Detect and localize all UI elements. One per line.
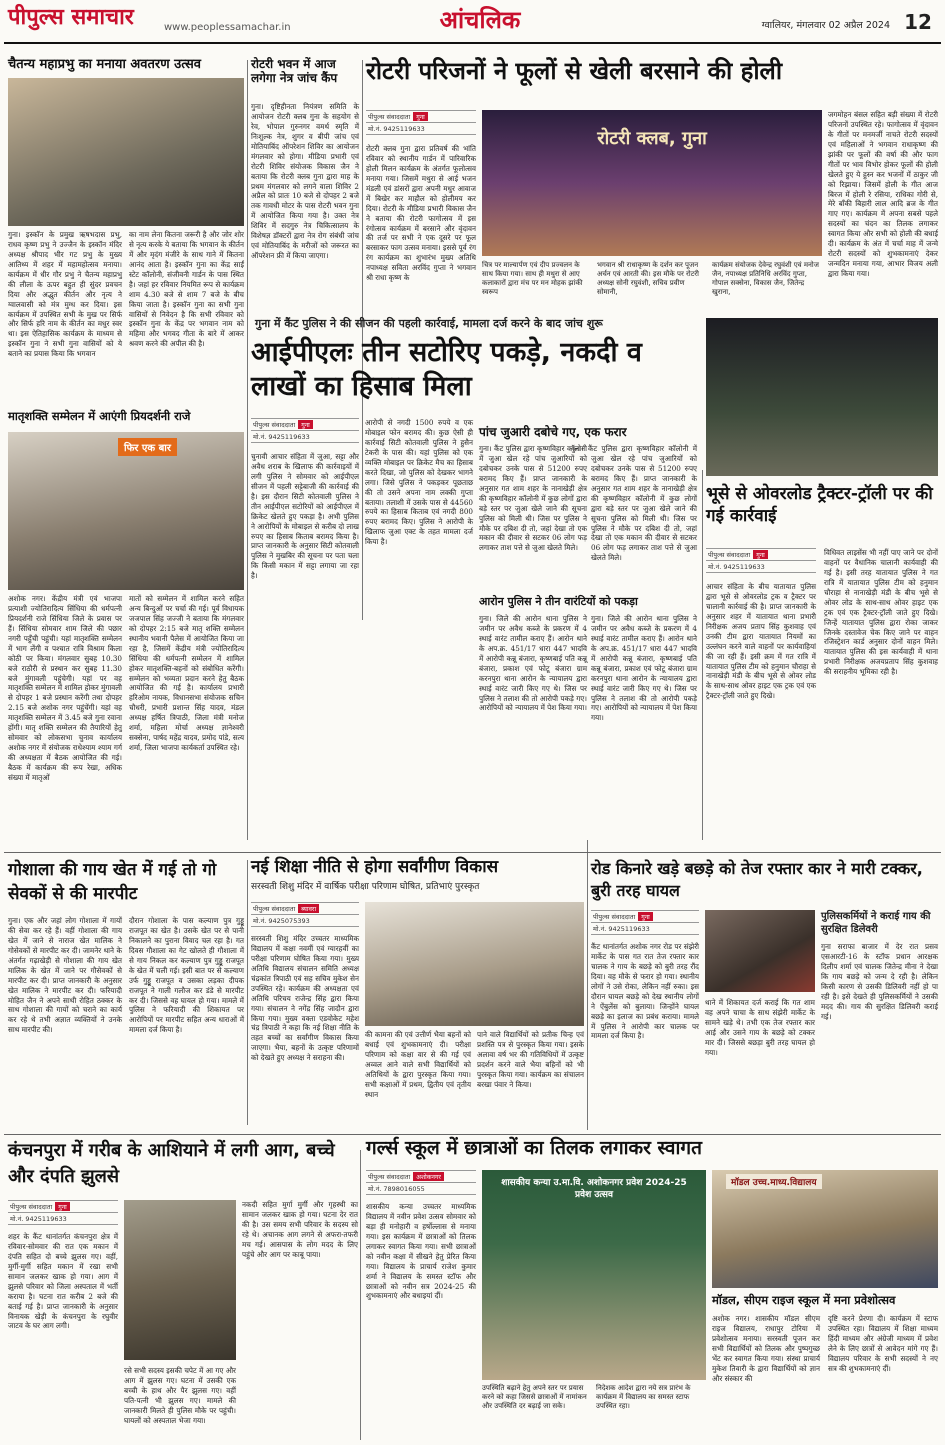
byline-block (706, 548, 816, 573)
article-body: गुना। जिले की आरोन थाना पुलिस ने जमीन पर अवैध कब्जे के प्रकरण में 4 स्थाई वारंट तामील कराए हैं। आरोन थाने के अप.क्र. 451/17 धारा 447 भादवि में आरोपी कन्नू बंजारा, कृष्णबाई पति कन्नू बंजारा, प्रकाश एवं फोटू बंजारा ग्राम करनपुरा थाना आरोन के न्यायालय द्वारा स्थाई वारंट जारी किए गए थे। जिस पर पुलिस ने तलाश की तो आरोपी पकड़े गए। आरोपियों को न्यायालय में पेश किया गया। (479, 614, 587, 713)
headline: भूसे से ओवरलोड ट्रैक्टर-ट्रॉली पर की गई कार्रवाई (706, 484, 933, 526)
byline (8, 1200, 118, 1213)
photo-banner-text: फिर एक बार (118, 438, 177, 456)
headline: मॉडल, सीएम राइज स्कूल में मना प्रवेशोत्सव (712, 1293, 896, 1307)
masthead-divider (4, 42, 941, 44)
article-body: नकदी सहित मुर्गा मुर्गी और गृहस्थी का सामान जलकर खाक हो गया। घटना देर रात की है। उस समय सभी परिवार के सदस्य सो रहे थे। अचानक आग लगने से अफरा-तफरी मच गई। आसपास के लोग मदद के लिए पहुंचे और आग पर काबू पाया। (242, 1200, 358, 1259)
byline-block (591, 910, 699, 935)
byline-mobile: मो.नं. 9425075393 (251, 915, 359, 927)
column-rule (247, 860, 248, 1125)
byline-block (366, 1170, 476, 1195)
story-fire (8, 1138, 358, 1438)
sub-headline: आरोन पुलिस ने तीन वारंटियों को पकड़ा (479, 595, 638, 608)
photo-banner-text: शासकीय कन्या उ.मा.वि. अशोकनगर प्रवेश 2024-25 प्रवेश उत्सव (501, 1178, 687, 1200)
story-photo (482, 110, 822, 256)
logo[interactable] (8, 4, 158, 38)
headline: रोटरी परिजनों ने फूलों से खेली बरसाने की होली (366, 57, 783, 85)
byline-place: गुना (638, 912, 653, 921)
headline: कंचनपुरा में गरीब के आशियाने में लगी आग, बच्चे और दंपति झुलसे (8, 1140, 335, 1187)
story-priyadarshini (8, 410, 244, 850)
byline-mobile: मो.नं. 7898016055 (366, 1183, 476, 1195)
byline-block (251, 902, 359, 927)
story-photo (706, 318, 938, 476)
article-body: आरोपी से नगदी 1500 रुपये व एक मोबाइल फोन बरामद की। कुछ ऐसी ही कार्रवाई सिटी कोतवाली पुलिस ने हुसैन टेकरी के पास की। यहां पुलिस को एक व्यक्ति मोबाइल पर क्रिकेट मैच का हिसाब करते दिखा, जो पुलिस को देखकर भागने लगा। जिसे पुलिस ने पकड़कर पूछताछ की तो उसने अपना नाम लक्की गुप्ता बताया। तलाशी में उसके पास से 44560 रुपये का हिसाब किताब एवं नगदी 800 रुपए बरामद किए। पुलिस ने आरोपी के खिलाफ जुआ एक्ट के तहत मामला दर्ज किया है। (365, 418, 473, 547)
article-body: कैंट थानांतर्गत अशोक नगर रोड पर संझेरी मार्केट के पास गत रात तेज रफ्तार कार चालक ने गाय के बछड़े को बुरी तरह रौंद दिया। वह मौके से फरार हो गया। स्थानीय लोगों ने उसे रोका, लेकिन नहीं रुका। इस दौरान घायल बछड़े को देख स्थानीय लोगों ने ऐंबुलेंस को बुलाया। जिन्होंने घायल बछड़े का इलाज का प्रबंध कराया। मामले में पुलिस ने आरोपी कार चालक पर मामला दर्ज किया है। (591, 942, 699, 1041)
section-divider (4, 1134, 941, 1135)
story-photo (705, 910, 815, 992)
byline-mobile: मो.नं. 9425119633 (706, 561, 816, 573)
article-body: सरस्वती शिशु मंदिर उच्चतर माध्यमिक विद्यालय में कक्षा नवमीं एवं ग्यारहवीं का परीक्षा परिणाम घोषित किया गया। मुख्य अतिथि विद्यालय संचालन समिति अध्यक्ष चंद्रकांत त्रिपाठी एवं सह सचिव मुकेश सेन उपस्थित रहे। कार्यक्रम की अध्यक्षता एवं अतिथि परिचय राजेन्द्र सिंह द्वारा किया गया। संचालन ने नगेंद्र सिंह जादौन द्वारा किया गया। मुख्य वक्ता एडवोकेट महेश चंद्र त्रिपाठी ने कहा कि नई शिक्षा नीति के तहत बच्चों का सर्वांगीण विकास किया जाएगा। भैया, बहनों के उत्कृष्ट परिणामों को देखते हुए अध्यक्ष ने सराहना की। (251, 934, 359, 1063)
byline-place: गुना (298, 420, 313, 429)
column-rule (247, 60, 248, 840)
story-education (251, 858, 584, 1130)
section-name: आंचलिक (439, 6, 521, 34)
byline-name: पीपुल्स संवाददाता (368, 1173, 411, 1181)
article-body: गुना। कैंट पुलिस द्वारा कृष्णविहार कॉलोनी में जुआ खेल रहे पांच जुआरियों को दबोचकर उनके पास से 51200 रुपए बरामद किए हैं। प्राप्त जानकारी के अनुसार गत शाम शहर के नानाखेड़ी क्षेत्र की कृष्णविहार कॉलोनी में कुछ लोगों द्वारा बड़े स्तर पर जुआ खेले जाने की सूचना पुलिस को मिली थी। जिस पर पुलिस ने मौके पर दबिश दी तो, जहां देखा तो एक मकान की दीवार से सटकर 06 लोग फड़ लगाकर ताश पत्ते से जुआ खेलते मिले। (479, 444, 587, 553)
logo-url[interactable]: www.peoplessamachar.in (164, 22, 291, 33)
article-body: रसे सभी सदस्य इसकी चपेट में आ गए और आग में झुलस गए। घटना में उसकी एक बच्ची के हाथ और पैर झुलस गए। वहीं पति-पत्नी भी झुलस गए। मामले की जानकारी मिलते ही पुलिस मौके पर पहुंची। घायलों को अस्पताल भेजा गया। (124, 1366, 236, 1425)
byline (251, 902, 359, 915)
article-body: शहर के कैंट थानांतर्गत कंचनपुरा क्षेत्र में रविवार-सोमवार की रात एक मकान में दंपति सहित दो बच्चे झुलस गए। वहीं, मुर्गी-मुर्गी सहित मकान में रखा सभी सामान जलकर खाक हो गया। आग में झुलसे परिवार को जिला अस्पताल में भर्ती कराया है। घटना रात करीब 2 बजे की बताई गई है। प्राप्त जानकारी के अनुसार विनायक खेड़ी के कंचनपुरा के रघुवीर जाटव के घर आग लगी। (8, 1232, 118, 1331)
article-body: मातों को सम्मेलन में शामिल करने सहित अन्य बिन्दुओं पर चर्चा की गई। पूर्व विधायक जजपाल सिंह जज्जी ने बताया कि मंगलवार को दोपहर 2:15 बजे मातृ शक्ति सम्मेलन स्थानीय भवानी पैलेस में आयोजित किया जा रहा है, जिसमें केंद्रीय मंत्री ज्योतिरादित्य सिंधिया की धर्मपत्नी सम्मेलन में शामिल होकर मातृशक्ति-बहनों को संबोधित करेंगी। सम्मेलन को भव्यता प्रदान करने हेतु बैठक आयोजित की गई है। कार्यालय प्रभारी हरिओम नायक, विधानसभा संयोजक सचिन चौधरी, प्रभारी प्रशान्त सिंह यादव, मंडल अध्यक्ष हर्षित त्रिपाठी, जिला मंत्री मनोज शर्मा, महिला मोर्चा अध्यक्ष ज्ञानेश्वरी सक्सेना, पार्षद महेंद्र यादव, प्रमोद पांडे, सत्य शर्मा, जिला भाजपा कार्यकर्ता उपस्थित रहे। (129, 594, 244, 753)
story-photo (712, 1170, 938, 1288)
article-body: पाने वाले विद्यार्थियों को प्रतीक चिन्ह एवं प्रशस्ति पत्र से पुरस्कृत किया गया। इसके अलावा वर्ष भर की गतिविधियों में उत्कृष्ट प्रदर्शन करने वाले भैया बहिनों को भी पुरस्कृत किया गया। कार्यक्रम का संचालन बरखा पंवार ने किया। (477, 1030, 584, 1089)
byline-block (366, 110, 476, 135)
byline-name: पीपुल्स संवाददाता (10, 1203, 53, 1211)
story-girls-school (366, 1138, 938, 1438)
article-body: गुना। एक और जहां लोग गोशाला में गायों की सेवा कर रहे हैं। वहीं गोशाला की गाय खेत में जाने से नाराज खेत मालिक ने गोसेवकों से मारपीट कर दी। जामनेर थाने के अंतर्गत गढ़ाखेड़ी से गोशाला की गाय खेत मालिक के खेत में जाने पर गौसेवकों से मारपीट कर दी। प्राप्त जानकारी के अनुसार खेत मालिक ने मारपीट कर दी। फरियादी मोहित जैन ने अपने साथी रोहित ठक्कर के साथ गोशाला की गायों को चराने का कार्य कर रहे थे तभी अज्ञात व्यक्तियों ने उनके साथ मारपीट की। (8, 916, 122, 1035)
byline-mobile: मो.नं. 9425119633 (8, 1213, 118, 1225)
sub-headline: पांच जुआरी दबोचे गए, एक फरार (479, 425, 627, 439)
byline-name: पीपुल्स संवाददाता (253, 421, 296, 429)
article-body: अशोक नगर। शासकीय मॉडल सीएम राइज विद्यालय, राधापुर टोरिया में प्रवेशोत्सव मनाया। सरस्वती पूजन कर सभी विद्यार्थियों को तिलक और पुष्पगुच्छ भेंट कर स्वागत किया गया। संस्था प्राचार्य मुकेश तिवारी के द्वारा विद्यार्थियों को ज्ञान और संस्कार की (712, 1314, 820, 1383)
article-body: दौरान गोशाला के पास कल्याण पुत्र गुड्डू राजपूत का खेत है। उसके खेत पर से पानी निकालने का पुराना विवाद चल रहा है। गत दिवस गौशाला का गेट खोलते ही गौशाला में से गाय निकल कर कल्याण पुत्र गुड्डू राजपूत के खेत में चली गई। इसी बात पर से कल्याण उर्फ गुड्डू राजपूत व उसका लड़का दीपक राजपूत ने गाली गलौज कर डंडे से मारपीट कर दी। जिससे वह घायल हो गया। मामले में पुलिस ने फरियादी की शिकायत पर आरोपियों पर मारपीट सहित अन्य धाराओं में मामला दर्ज किया है। (129, 916, 244, 1035)
photo-caption: कार्यक्रम संयोजक देवेन्द्र रघुवंशी एवं मनोज जैन, नपाध्यक्ष प्रतिनिधि अरविंद गुप्ता, गोपाल सक्सेना, विकास जैन, जितेन्द्र खुराना, (712, 261, 819, 297)
byline (706, 548, 816, 561)
article-body: की कामना की एवं उत्तीर्ण भैया बहनों को बधाई एवं शुभकामनाएं दी। परीक्षा परिणाम को कक्षा वार से की गई एवं अव्वल आने वाले सभी विद्यार्थियों को अतिथियों के द्वारा पुरस्कृत किया गया। सभी कक्षाओं में प्रथम, द्वितीय एवं तृतीय स्थान (365, 1030, 471, 1099)
photo-banner-text: रोटरी क्लब, गुना (597, 128, 707, 149)
article-body: दृष्टि करने प्रेरणा दी। कार्यक्रम में स्टाफ उपस्थित रहा। विद्यालय में शिक्षा माध्यम हिंदी माध्यम और अंग्रेजी माध्यम में प्रवेश लेने के लिए छात्रों से आवेदन मांगे गए हैं। विद्यालय परिवार के सभी सदस्यों ने नए सत्र की शुभकामनाएं दीं। (828, 1314, 938, 1373)
logo-text: पीपुल्स समाचार (8, 5, 134, 30)
sub-story-cm-rise (712, 1170, 938, 1438)
byline-place: गुना (753, 550, 768, 559)
byline-place: गुना (413, 112, 428, 121)
photo-caption: उपस्थिति बढ़ाने हेतु अपने स्तर पर प्रयास करने को कहा जिससे छात्राओं में नामांकन और उपस्थिति दर बढ़ाई जा सके। (482, 1384, 587, 1411)
column-rule (702, 470, 703, 840)
story-photo (482, 1170, 706, 1380)
byline (366, 110, 476, 123)
byline-mobile: मो.नं. 9425119633 (591, 923, 699, 935)
story-gaushala (8, 858, 244, 1130)
article-body: विधिवत लाइसेंस भी नहीं पाए जाने पर दोनों वाहनों पर वैधानिक चालानी कार्यवाही की गई है। इसी तरह यातायात पुलिस ने गत रात्रि में यातायात पुलिस टीम को हनुमान चौराहा से नानाखेड़ी मंडी के बीच भूसे से ओवर लोड के साथ-साथ ओवर हाइट एक ट्रक एवं एक ट्रैक्टर-ट्रॉली जाते हुए दिखे। जिन्हें यातायात पुलिस द्वारा रोका जाकर जिनके दस्तावेज चेक किए जाने पर वाहन रजिस्ट्रेशन कार्ड अनुसार दोनों वाहन मिले। यातायात पुलिस की इस कार्यवाही में थाना प्रभारी निरीक्षक अजयप्रताप सिंह कुशवाह की सराहनीय भूमिका रही है। (824, 548, 938, 677)
article-body: गुना। दृष्टिहीनता नियंत्रण समिति के आयोजन रोटरी क्लब गुना के सहयोग से रेव, भोपाल गुरुनगर वमर्थ स्मृति में निःशुल्क नेत्र, शुगर व बीपी जांच एवं मोतियाबिंद ऑपरेशन शिविर का आयोजन मंगलवार को होगा। मीडिया प्रभारी एवं रोटरी शिविर संयोजक विकास जैन ने बताया कि रोटरी क्लब गुना द्वारा माह के प्रथम मंगलवार को लगने वाला शिविर 2 अप्रैल को प्रातः 10 बजे से दोपहर 2 बजे तक गावधी मोटर के पास रोटरी भवन गुना में आयोजित किया गया है। उक्त नेत्र शिविर में सदगुरु नेत्र चिकित्सालय के विशेषज्ञ डॉक्टरों द्वारा नेत्र रोग संबंधी जांच एवं मोतियाबिंद के मरीजों को जरूरत का ऑपरेशन फ्री में किया जाएगा। (251, 102, 359, 261)
page-number: 12 (904, 10, 932, 34)
story-photo (124, 1200, 236, 1360)
headline: आईपीएलः तीन सटोरिए पकड़े, नकदी व लाखों का हिसाब मिला (251, 337, 642, 402)
photo-caption: चित्र पर माल्यार्पण एवं दीप प्रज्वलन के साथ किया गया। साथ ही मथुरा से आए कलाकारों द्वारा मंच पर मन मोहक झांकी स्वरूप (482, 261, 583, 297)
headline: रोड किनारे खड़े बछड़े को तेज रफ्तार कार ने मारी टक्कर, बुरी तरह घायल (591, 859, 923, 900)
article-body: थाने में शिकायत दर्ज कराई कि गत शाम वह अपने चाचा के साथ संझेरी मार्केट के सामने खड़े थे। तभी एक तेज रफ्तार कार आई और उसने गाय के बछड़े को टक्कर मार दी। जिससे बछड़ा बुरी तरह घायल हो गया। (705, 998, 815, 1057)
story-tractor (706, 318, 938, 843)
article-body: गुना। कैंट पुलिस द्वारा कृष्णविहार कॉलोनी में जुआ खेल रहे पांच जुआरियों को दबोचकर उनके पास से 51200 रुपए बरामद किए हैं। प्राप्त जानकारी के अनुसार गत शाम शहर के नानाखेड़ी क्षेत्र की कृष्णविहार कॉलोनी में कुछ लोगों द्वारा बड़े स्तर पर जुआ खेले जाने की सूचना पुलिस को मिली थी। जिस पर पुलिस ने मौके पर दबिश दी तो, जहां देखा तो एक मकान की दीवार से सटकर 06 लोग फड़ लगाकर ताश पत्ते से जुआ खेलते मिले। (571, 444, 697, 563)
story-photo (8, 432, 244, 590)
photo-banner-text: मॉडल उच्च.माध्य.विद्यालय (726, 1174, 822, 1189)
story-ipl (251, 318, 699, 843)
story-photo (8, 78, 244, 226)
byline-place: ब्यावरा (298, 904, 319, 913)
headline: गोशाला की गाय खेत में गई तो गो सेवकों से की मारपीट (8, 860, 217, 904)
kicker: सरस्वती शिशु मंदिर में वार्षिक परीक्षा परिणाम घोषित, प्रतिभाएं पुरस्कृत (251, 882, 480, 892)
headline: मातृशक्ति सम्मेलन में आएंगी प्रियदर्शनी राजे (8, 409, 191, 423)
section-divider (4, 852, 941, 853)
story-photo (365, 902, 584, 1026)
article-body: का नाम लेना कितना जरूरी है और जोर शोर से नृत्य करके ये बताया कि भगवान के कीर्तन में और मृदंग मंजीरे के साथ गाने में कितना आनंद आता है। इस्कॉन गुना का केंद्र साईं स्टेट कॉलोनी, संजीवनी गार्डन के पास स्थित है। जहां हर रविवार नियमित रूप से कार्यक्रम शाम 4.30 बजे से शाम 7 बजे के बीच किया जाता है। इस्कॉन गुना का सभी गुना वासियों से निवेदन है कि सभी रविवार को इस्कॉन गुना के केंद्र पर भगवान नाम को महिमा और भगवद गीता के बारे में आकर श्रवण करने की अपील की है। (129, 230, 244, 349)
byline (251, 418, 359, 431)
story-accident (591, 858, 938, 1130)
story-chaitanya (8, 58, 244, 403)
headline: चैतन्य महाप्रभु का मनाया अवतरण उत्सव (8, 57, 202, 72)
article-body: अशोक नगर। केंद्रीय मंत्री एवं भाजपा प्रत्याशी ज्योतिरादित्य सिंधिया की धर्मपत्नी प्रियदर्शनी राजे सिंधिया जिले के प्रवास पर हैं। सिंधिया सोमवार शाम जिले की पछार नगरी पहुँची पहुंची। यहां मातृशक्ति सम्मेलन में भाग लेंगी व पश्चात रात्रि विश्राम किला कोठी पर किया। मंगलवार सुबह 10.30 बजे राठौरी से प्रस्थान कर सुबह 11.30 बजे मुंगावली पहुंचेगी। यहां पर वह मातृशक्ति सम्मेलन में शामिल होकर मुंगावली से दोपहर 1 बजे प्रस्थान करेंगी तथा दोपहर 2.15 बजे अशोक नगर पहुंचेंगी। यहां वह मातृशक्ति सम्मेलन में 3.45 बजे गुना रवाना होंगी। मातृ शक्ति सम्मेलन की तैयारियों हेतु सोमवार को लोकसभा चुनाव कार्यालय अशोक नगर में संयोजक राधेश्याम श्याम गर्ग की अध्यक्षता में बैठक आयोजित की गई। बैठक में कार्यक्रम की रूप रेखा, अधिक संख्या में मातृओं (8, 594, 122, 782)
column-rule (587, 840, 588, 1130)
byline-block (8, 1200, 118, 1225)
photo-caption: भगवान श्री राधाकृष्ण के दर्शन कर पूजन अर्चन एवं आरती की। इस मौके पर रोटरी अध्यक्ष सोनी रघुवंशी, सचिव प्रवीण सोमानी, (597, 261, 699, 297)
byline-name: पीपुल्स संवाददाता (708, 551, 751, 559)
byline (591, 910, 699, 923)
headline: नई शिक्षा नीति से होगा सर्वांगीण विकास (251, 857, 499, 877)
article-body: रोटरी क्लब गुना द्वारा प्रतिवर्ष की भांति रविवार को स्थानीय गार्डन में पारिवारिक होली मिलन कार्यक्रम के अंतर्गत फूलोत्सव मनाया गया। जिसमें मथुरा से आई भजन मंडली एवं डांसरों द्वारा अपनी मधुर आवाज में बिखेर कर माहौल को होलीमय कर दिया। रोटरी के मीडिया प्रभारी विकास जैन ने बताया की रोटरी फागोत्सव में इस रंगोत्सव कार्यक्रम में बरसाने और वृंदावन की तर्ज पर सभी ने एक दूसरे पर फूल बरसाकर फाग उत्सव मनाया। इससे पूर्व रंग रंग कार्यक्रम का शुभारंभ मुख्य अतिथि नपाध्यक्ष सविता अरविंद गुप्ता ने भगवान श्री राधा कृष्ण के (366, 144, 476, 283)
article-body: गुना। इस्कॉन के प्रमुख ऋषभदास प्रभु, राधव कृष्ण प्रभु ने उज्जैन के इस्कॉन मंदिर अध्यक्ष श्रीपाद भीर गट प्रभु के मुख्य आतिथ्य में शहर में महामहोत्सव मनाया। कार्यक्रम में धीर गौर प्रभु ने चैतन्य महाप्रभु की लीला के ऊपर बहुत ही सुंदर प्रवचन दिया और अद्भुत कीर्तन और नृत्य ने ग्वालवासी को मंत्र मुग्ध कर दिया। इस कार्यक्रम में उपस्थित सभी के मुख पर सिर्फ और सिर्फ हरि नाम के कीर्तन का मधुर स्वर था। इस ऐतिहासिक कार्यक्रम के माध्यम से इस्कॉन गुना ने सभी गुना वासियों को ये बताने का प्रयास किया कि भगवान (8, 230, 122, 359)
headline: रोटरी भवन में आज लगेगा नेत्र जांच कैंप (251, 57, 338, 85)
article-body: जगमोहन बंसल सहित बड़ी संख्या में रोटरी परिजनों उपस्थित रहे। फागोत्सव में वृंदावन के गीतों पर मनमर्जी नाचते रोटरी सदस्यों एवं महिलाओं ने भगवान राधाकृष्ण की झांकी पर फूलों की वर्षा की और फाग गीतों पर भाव विभोर होकर फूलों की होली खेलते हुए ये हुस्न कर भजनों में ठाकुर जी को रिझाया। जिसमें होली के गीत आज बिरज में होली रे रसिया, राधिका गोरी से, मेरे बाँकी बिहारी लाल आदि ब्रज के गीत गाए गए। कार्यक्रम में अपना सबसे पहले सदस्यों का चंदन का तिलक लगाकर स्वागत किया और सभी को होली की बधाई दी। कार्यक्रम के अंत में चर्चा माह में जन्मे रोटरी सदस्यों को शुभकामनाएं देकर जन्मदिन मनाया गया, आभार विजय अली द्वारा किया गया। (828, 110, 938, 278)
story-holi (366, 58, 938, 313)
article-body: चुनावी आचार संहिता में जुआ, सट्टा और अवैध शराब के खिलाफ की कार्रवाइयों में लगी पुलिस ने सोमवार को आईपीएल सीजन में पहली सट्टेबाजी की कार्रवाई की है। इस दौरान सिटी कोतवाली पुलिस ने तीन आईपीएल सटोरियों को आईपीएल में क्रिकेट खेलते हुए पकड़ा है। अभी पुलिस ने आरोपियों के मोबाइल से करीब दो लाख रुपए का हिसाब किताब बरामद किया है। प्राप्त जानकारी के अनुसार सिटी कोतवाली पुलिस ने मुखबिर की सूचना पर पता चला कि किसी मकान में सट्टा लगाया जा रहा है। (251, 452, 359, 581)
byline-place: गुना (55, 1202, 70, 1211)
dateline: ग्वालियर, मंगलवार 02 अप्रैल 2024 (761, 20, 890, 31)
byline-mobile: मो.नं. 9425119633 (366, 123, 476, 135)
byline-place: अशोकनगर (413, 1172, 444, 1181)
column-rule (360, 1150, 361, 1440)
article-body: गुना। जिले की आरोन थाना पुलिस ने जमीन पर अवैध कब्जे के प्रकरण में 4 स्थाई वारंट तामील कराए हैं। आरोन थाने के अप.क्र. 451/17 धारा 447 भादवि में आरोपी कन्नू बंजारा, कृष्णबाई पति कन्नू बंजारा, प्रकाश एवं फोटू बंजारा ग्राम करनपुरा थाना आरोन के न्यायालय द्वारा स्थाई वारंट जारी किए गए थे। जिस पर पुलिस ने तलाश की तो आरोपी पकड़े गए। आरोपियों को न्यायालय में पेश किया गया। (591, 614, 697, 723)
headline: गर्ल्स स्कूल में छात्राओं का तिलक लगाकर स्वागत (366, 1137, 702, 1159)
article-body: आचार संहिता के बीच यातायात पुलिस द्वारा भूसे से ओवरलोड ट्रक व ट्रैक्टर पर चालानी कार्रवाई की है। प्राप्त जानकारी के अनुसार शहर में यातायात थाना प्रभारी निरीक्षक अजय प्रताप सिंह कुशवाह एवं उनकी टीम द्वारा यातायात नियमों का उल्लंघन करने वाले वाहनों पर कार्यवाहियां की जा रही हैं। इसी क्रम में गत रात्रि में यातायात पुलिस टीम को हनुमान चौराहा से नानाखेड़ी मंडी के बीच भूसे से ओवर लोड के साथ-साथ ओवर हाइट एक ट्रक एवं एक ट्रैक्टर-ट्रॉली जाते हुए दिखे। (706, 582, 816, 701)
photo-caption: निदेशक आदेश द्वारा नये सत्र प्रारंभ के कार्यक्रम में विद्यालय का समस्त स्टाफ उपस्थित रहा। (596, 1384, 691, 1411)
byline-name: पीपुल्स संवाददाता (368, 113, 411, 121)
byline (366, 1170, 476, 1183)
masthead (0, 0, 945, 44)
byline-name: पीपुल्स संवाददाता (253, 905, 296, 913)
article-body: शासकीय कन्या उच्चतर माध्यमिक विद्यालय में नवीन प्रवेश उत्सव सोमवार को बड़ा ही मनोहारी व हर्षोल्लास से मनाया गया। इस कार्यक्रम में छात्राओं को तिलक लगाकर स्वागत किया गया। सभी छात्राओं को नवीन कक्षा में सीखने हेतु प्रेरित किया गया। विद्यालय के प्राचार्य राजेश कुमार शर्मा ने विद्यालय के समस्त स्टॉफ और छात्राओं को नवीन सत्र 2024-25 की शुभकामनाएं और बधाइयां दीं। (366, 1202, 476, 1301)
kicker: गुना में कैंट पुलिस ने की सीजन की पहली कार्रवाई, मामला दर्ज करने के बाद जांच शुरू (255, 317, 603, 330)
byline-mobile: मो.नं. 9425119633 (251, 431, 359, 443)
article-body: गुना सराफा बाजार में देर रात प्रसव एसआरटी-16 के स्टॉफ प्रधान आरक्षक दिलीप शर्मा एवं चालक जितेन्द्र मीना ने देखा कि गाय बछड़े को जन्म दे रही है। लेकिन किसी कारण से उसकी डिलिवरी नहीं हो पा रही है। इसे देखते ही पुलिसकर्मियों ने उसकी मदद की। गाय की सुरक्षित डिलिवरी कराई गई। (821, 942, 938, 1021)
byline-block (251, 418, 359, 443)
sidebar-headline: पुलिसकर्मियों ने कराई गाय की सुरक्षित डिलेवरी (821, 911, 931, 935)
byline-name: पीपुल्स संवाददाता (593, 913, 636, 921)
